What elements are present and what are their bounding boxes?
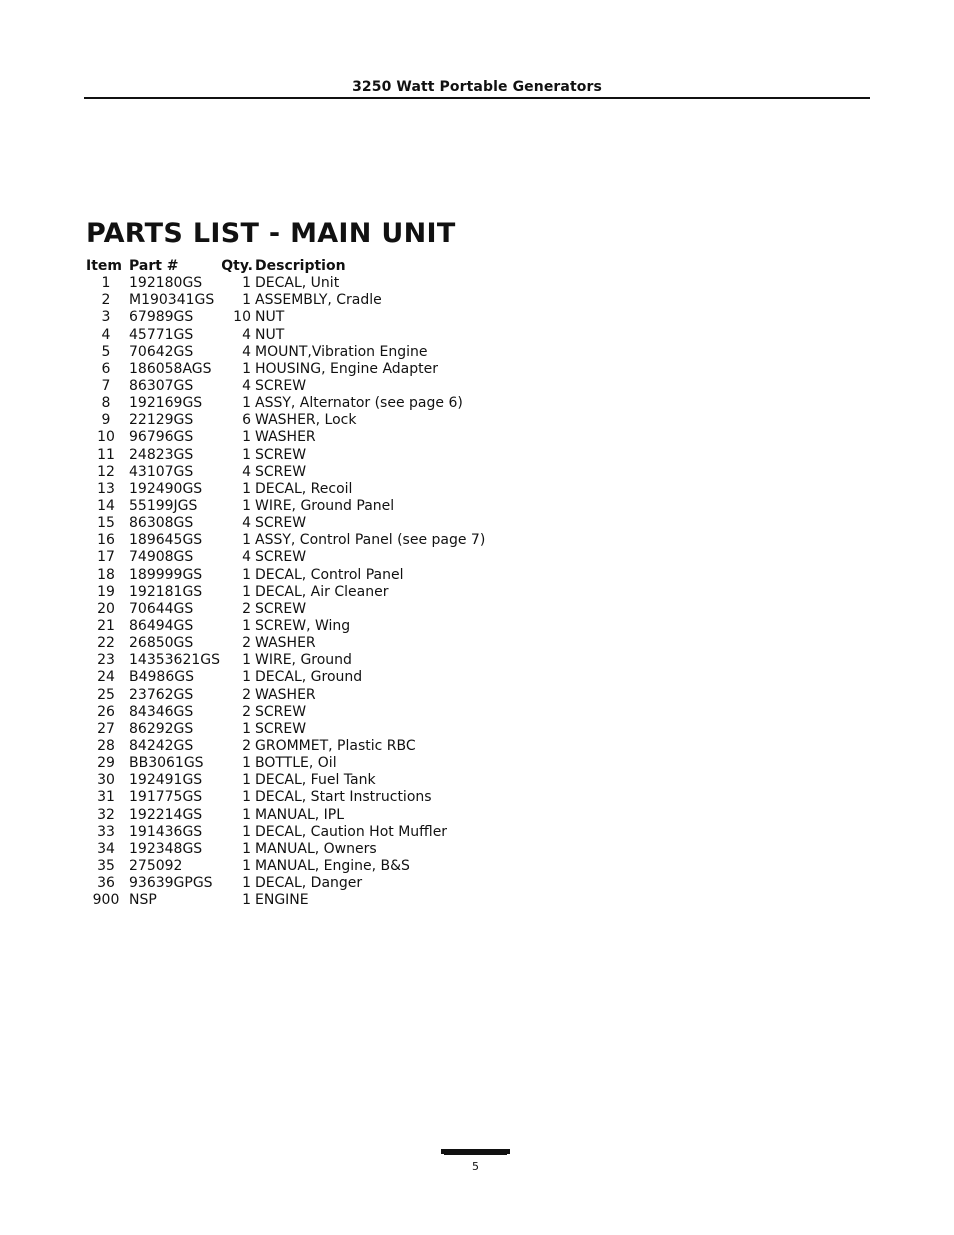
cell-item: 32	[97, 806, 115, 823]
table-row	[86, 447, 485, 464]
cell-part-number: 96796GS	[129, 429, 194, 446]
table-row	[86, 481, 485, 498]
header-row	[86, 258, 485, 275]
cell-part-number: 86292GS	[129, 720, 194, 737]
cell-quantity: 1	[242, 840, 251, 857]
page-header: 3250 Watt Portable Generators	[352, 79, 602, 95]
cell-part-number: 189999GS	[129, 566, 203, 583]
footer-bar	[441, 1149, 510, 1154]
cell-description: WASHER	[255, 686, 316, 703]
cell-item: 15	[97, 515, 115, 532]
cell-quantity: 4	[242, 326, 251, 343]
cell-quantity: 1	[242, 498, 251, 515]
table-row	[86, 429, 485, 446]
cell-part-number: 86308GS	[129, 515, 194, 532]
cell-part-number: B4986GS	[129, 669, 194, 686]
cell-item: 19	[97, 583, 115, 600]
table-row	[86, 687, 485, 704]
cell-description: ASSY, Alternator (see page 6)	[255, 395, 463, 412]
cell-description: ASSEMBLY, Cradle	[255, 292, 382, 309]
table-row	[86, 327, 485, 344]
cell-quantity: 2	[242, 703, 251, 720]
cell-item: 7	[101, 378, 111, 395]
table-row	[86, 721, 485, 738]
cell-item: 9	[101, 412, 111, 429]
table-row	[86, 738, 485, 755]
cell-quantity: 2	[242, 686, 251, 703]
cell-quantity: 2	[242, 738, 251, 754]
cell-description: DECAL, Recoil	[255, 480, 353, 497]
cell-description: MOUNT,Vibration Engine	[255, 343, 428, 360]
cell-part-number: 192348GS	[129, 840, 203, 857]
table-row	[86, 875, 485, 892]
cell-description: SCREW	[255, 378, 307, 395]
cell-description: SCREW	[255, 446, 307, 463]
column-header-item: Item	[86, 258, 122, 275]
cell-part-number: 192181GS	[129, 583, 203, 600]
cell-quantity: 4	[242, 515, 251, 532]
cell-quantity: 4	[242, 343, 251, 360]
cell-part-number: 84346GS	[129, 703, 194, 720]
cell-description: NUT	[255, 309, 285, 326]
cell-description: WASHER	[255, 635, 316, 652]
parts-table-header	[86, 258, 485, 275]
cell-quantity: 1	[242, 429, 251, 446]
cell-description: DECAL, Ground	[255, 669, 363, 686]
table-row	[86, 652, 485, 669]
cell-part-number: 43107GS	[129, 463, 194, 480]
cell-item: 1	[101, 275, 111, 292]
cell-item: 30	[97, 772, 115, 789]
cell-item: 14	[97, 498, 115, 515]
cell-part-number: 86307GS	[129, 378, 194, 395]
cell-description: DECAL, Danger	[255, 875, 363, 892]
cell-part-number: M190341GS	[129, 292, 215, 309]
cell-quantity: 1	[242, 857, 251, 874]
parts-table-body	[86, 275, 485, 909]
cell-part-number: 24823GS	[129, 446, 194, 463]
table-row	[86, 635, 485, 652]
table-row	[86, 532, 485, 549]
cell-description: WASHER, Lock	[255, 412, 357, 429]
table-row	[86, 309, 485, 326]
cell-part-number: 93639GPGS	[129, 875, 213, 892]
table-row	[86, 275, 485, 292]
cell-quantity: 1	[242, 772, 251, 789]
table-row	[86, 858, 485, 875]
cell-item: 26	[97, 703, 115, 720]
cell-item: 21	[97, 618, 115, 635]
cell-quantity: 1	[242, 720, 251, 737]
table-row	[86, 807, 485, 824]
column-header-part: Part #	[129, 258, 179, 275]
cell-item: 3	[101, 309, 111, 326]
cell-description: SCREW	[255, 600, 307, 617]
cell-quantity: 4	[242, 378, 251, 395]
cell-quantity: 1	[242, 755, 251, 772]
cell-part-number: 192490GS	[129, 480, 203, 497]
cell-part-number: 23762GS	[129, 686, 194, 703]
cell-quantity: 1	[242, 275, 251, 292]
cell-part-number: BB3061GS	[129, 755, 204, 772]
cell-part-number: 189645GS	[129, 532, 203, 549]
cell-part-number: 191775GS	[129, 789, 203, 806]
cell-part-number: 26850GS	[129, 635, 194, 652]
cell-description: WIRE, Ground Panel	[255, 498, 395, 515]
cell-part-number: 186058AGS	[129, 360, 212, 377]
cell-quantity: 1	[242, 618, 251, 635]
cell-quantity: 4	[242, 463, 251, 480]
cell-item: 900	[92, 892, 120, 909]
table-row	[86, 704, 485, 721]
cell-quantity: 1	[242, 446, 251, 463]
cell-quantity: 10	[233, 309, 251, 326]
cell-item: 23	[97, 652, 115, 669]
cell-item: 18	[97, 566, 115, 583]
cell-item: 22	[97, 635, 115, 652]
cell-quantity: 2	[242, 635, 251, 652]
cell-description: HOUSING, Engine Adapter	[255, 360, 439, 377]
table-row	[86, 824, 485, 841]
cell-quantity: 1	[242, 892, 251, 909]
cell-item: 12	[97, 463, 115, 480]
cell-part-number: 191436GS	[129, 823, 203, 840]
cell-quantity: 1	[242, 532, 251, 549]
table-row	[86, 292, 485, 309]
cell-part-number: 86494GS	[129, 618, 194, 635]
cell-description: DECAL, Unit	[255, 275, 340, 292]
cell-description: MANUAL, Engine, B&S	[255, 857, 410, 874]
cell-item: 33	[97, 823, 115, 840]
table-row	[86, 549, 485, 566]
cell-part-number: 275092	[129, 857, 183, 874]
table-row	[86, 669, 485, 686]
cell-part-number: 70644GS	[129, 600, 194, 617]
cell-part-number: 55199JGS	[129, 498, 198, 515]
cell-description: DECAL, Fuel Tank	[255, 772, 376, 789]
table-row	[86, 412, 485, 429]
cell-item: 16	[97, 532, 115, 549]
cell-part-number: 74908GS	[129, 549, 194, 566]
parts-table	[86, 258, 485, 909]
table-row	[86, 361, 485, 378]
table-row	[86, 789, 485, 806]
cell-description: DECAL, Start Instructions	[255, 789, 432, 806]
table-row	[86, 772, 485, 789]
cell-description: BOTTLE, Oil	[255, 755, 337, 772]
cell-quantity: 4	[242, 549, 251, 566]
cell-quantity: 6	[242, 412, 251, 429]
cell-description: SCREW	[255, 720, 307, 737]
cell-part-number: 192169GS	[129, 395, 203, 412]
table-row	[86, 344, 485, 361]
cell-quantity: 1	[242, 395, 251, 412]
header-rule	[84, 97, 870, 99]
cell-quantity: 1	[242, 669, 251, 686]
cell-item: 2	[101, 292, 111, 309]
cell-quantity: 1	[242, 789, 251, 806]
cell-item: 31	[97, 789, 115, 806]
cell-item: 5	[101, 343, 111, 360]
cell-item: 6	[101, 360, 111, 377]
table-row	[86, 378, 485, 395]
cell-description: WASHER	[255, 429, 316, 446]
cell-description: SCREW	[255, 515, 307, 532]
cell-quantity: 1	[242, 806, 251, 823]
column-header-qty: Qty.	[221, 258, 253, 275]
cell-quantity: 1	[242, 823, 251, 840]
cell-description: MANUAL, IPL	[255, 806, 345, 823]
cell-item: 8	[101, 395, 111, 412]
cell-item: 17	[97, 549, 115, 566]
table-row	[86, 567, 485, 584]
cell-quantity: 1	[242, 360, 251, 377]
cell-item: 24	[97, 669, 115, 686]
table-row	[86, 892, 485, 909]
cell-description: SCREW	[255, 549, 307, 566]
cell-description: ENGINE	[255, 892, 309, 909]
cell-item: 36	[97, 875, 115, 892]
cell-description: SCREW	[255, 463, 307, 480]
cell-description: NUT	[255, 326, 285, 343]
cell-part-number: 70642GS	[129, 343, 194, 360]
table-row	[86, 755, 485, 772]
cell-description: DECAL, Caution Hot Muffler	[255, 823, 448, 840]
table-row	[86, 584, 485, 601]
cell-part-number: 67989GS	[129, 309, 194, 326]
cell-item: 27	[97, 720, 115, 737]
cell-quantity: 1	[242, 583, 251, 600]
cell-description: ASSY, Control Panel (see page 7)	[255, 532, 486, 549]
cell-part-number: 192491GS	[129, 772, 203, 789]
cell-item: 13	[97, 480, 115, 497]
cell-item: 29	[97, 755, 115, 772]
cell-part-number: 84242GS	[129, 738, 194, 754]
cell-description: SCREW	[255, 703, 307, 720]
column-header-description: Description	[255, 258, 346, 275]
cell-description: MANUAL, Owners	[255, 840, 377, 857]
cell-quantity: 1	[242, 652, 251, 669]
table-row	[86, 841, 485, 858]
page-number: 5	[472, 1160, 479, 1173]
cell-quantity: 1	[242, 292, 251, 309]
cell-part-number: 192214GS	[129, 806, 203, 823]
table-row	[86, 515, 485, 532]
cell-part-number: NSP	[129, 892, 157, 909]
cell-quantity: 1	[242, 480, 251, 497]
page-title: PARTS LIST - MAIN UNIT	[86, 218, 456, 249]
table-row	[86, 601, 485, 618]
cell-part-number: 14353621GS	[129, 652, 220, 669]
table-row	[86, 498, 485, 515]
table-row	[86, 395, 485, 412]
cell-item: 25	[97, 686, 115, 703]
cell-description: DECAL, Control Panel	[255, 566, 404, 583]
cell-item: 4	[101, 326, 111, 343]
cell-quantity: 2	[242, 600, 251, 617]
cell-item: 34	[97, 840, 115, 857]
cell-description: WIRE, Ground	[255, 652, 352, 669]
table-row	[86, 618, 485, 635]
cell-item: 11	[97, 446, 115, 463]
cell-item: 20	[97, 600, 115, 617]
cell-description: SCREW, Wing	[255, 618, 351, 635]
cell-quantity: 1	[242, 566, 251, 583]
table-row	[86, 464, 485, 481]
cell-part-number: 192180GS	[129, 275, 203, 292]
cell-description: GROMMET, Plastic RBC	[255, 738, 416, 754]
cell-item: 35	[97, 857, 115, 874]
cell-description: DECAL, Air Cleaner	[255, 583, 389, 600]
cell-item: 10	[97, 429, 115, 446]
cell-part-number: 45771GS	[129, 326, 194, 343]
cell-part-number: 22129GS	[129, 412, 194, 429]
cell-quantity: 1	[242, 875, 251, 892]
cell-item: 28	[97, 738, 115, 754]
